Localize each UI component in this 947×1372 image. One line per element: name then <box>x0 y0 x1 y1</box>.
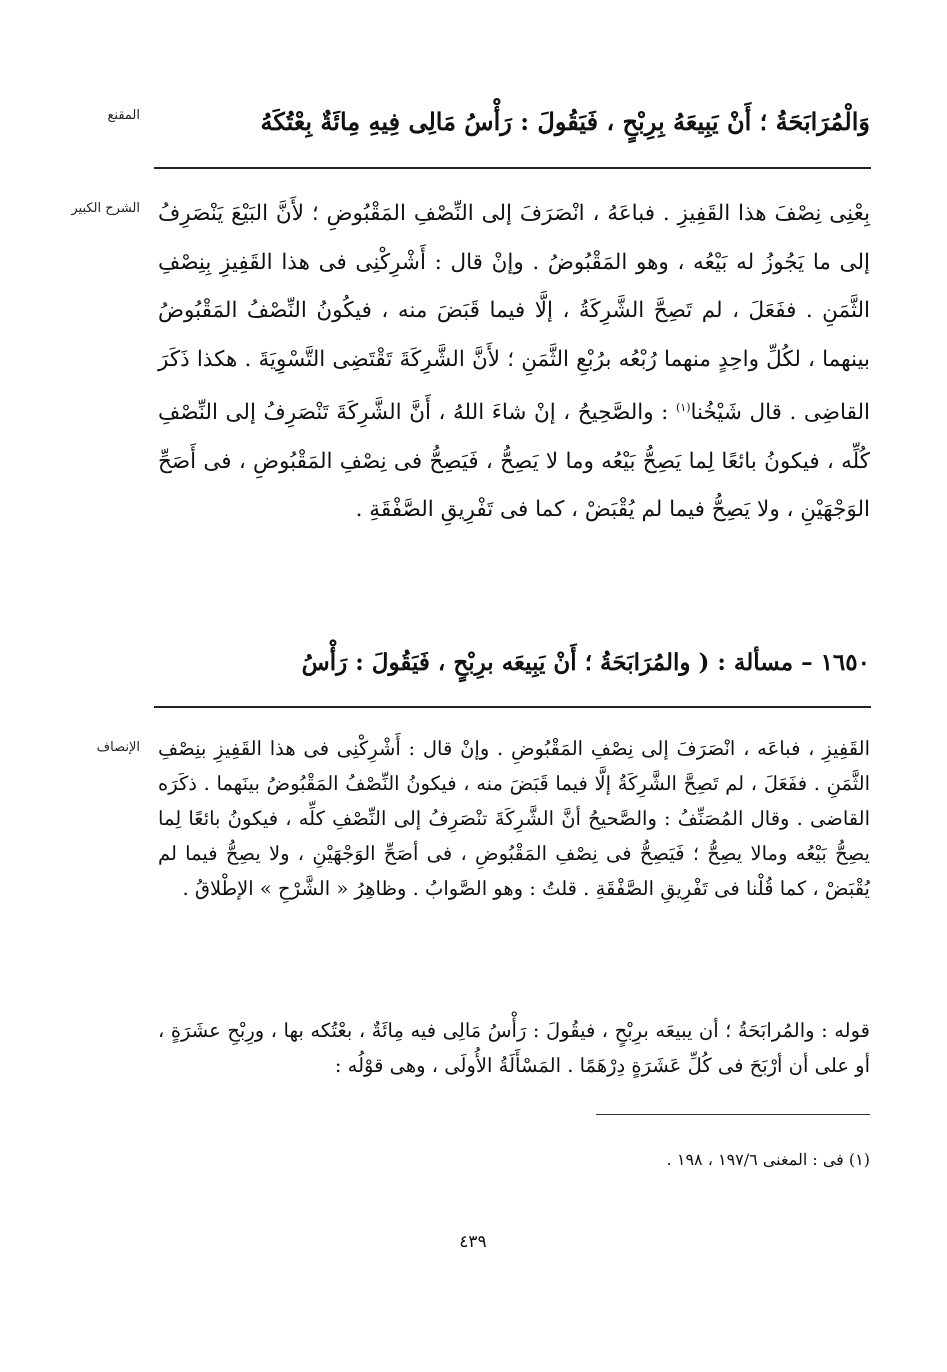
sharh-text-part1: بِعْنِى نِصْفَ هذا القَفِيزِ . فباعَهُ ، انْصَرَفَ إلى النِّصْفِ المَقْبُوضِ ؛ لأَنَّ البَيْعَ يَنْصَرِفُ إلى ما يَجُوزُ له بَيْعُه ، وهو المَقْبُوضُ . وإنْ قال : أَشْرِكْنِى فى هذا القَفِيزِ بِنِصْفِ الثَّمَنِ . ففَعَلَ ، لم تَصِحَّ الشَّرِكَةُ ، إلَّا فيما قَبَضَ منه ، فيكُونُ النِّصْفُ المَقْبُوضُ بينهما ، لكُلِّ واحِدٍ منهما رُبْعُه برُبْعِ الثَّمَنِ ؛ لأَنَّ الشَّرِكَةَ تَقْتَضِى التَّسْوِيَةَ . هكذا ذَكَرَ القاضِى . قال شَيْخُنا <box>158 201 870 426</box>
muqni-text: وَالْمُرَابَحَةُ ؛ أَنْ يَبِيعَهُ بِرِبْحٍ ، فَيَقُولَ : رَأْسُ مَالِى فِيهِ مِائَةٌ بِعْتُكَهُ <box>260 107 870 136</box>
matn-divider <box>154 167 871 169</box>
insaf-paragraph-2: قوله : والمُرابَحَةُ ؛ أن يبيعَه برِبْحٍ ، فيقُولَ : رَأْسُ مَالِى فيه مِائَةٌ ، بعْتُكه بها ، ورِبْحِ عشَرَةٍ ، أو على أن أرْبَحَ فى كُلِّ عَشَرَةٍ دِرْهَمًا . المَسْأَلَةُ الأُولَى ، وهى قوْلُه : <box>158 1019 870 1077</box>
sharh-divider <box>154 706 871 708</box>
sharh-kabir-label: الشرح الكبير <box>71 201 140 216</box>
sharh-text <box>158 190 870 535</box>
muqni-label: المقنع <box>107 108 140 123</box>
footnote-marker: (١) <box>675 401 691 414</box>
masala-heading: ١٦٥٠ – مسألة : ( والمُرَابَحَةُ ؛ أَنْ يَبِيعَه برِبْحٍ ، فَيَقُولَ : رَأْسُ <box>301 649 870 676</box>
footnote-divider <box>596 1114 870 1115</box>
page-number: ٤٣٩ <box>459 1232 487 1252</box>
insaf-paragraph-1: القَفِيزِ ، فباعَه ، انْصَرَفَ إلى نِصْفِ المَقْبُوضِ . وإنْ قال : أَشْرِكْنِى فى هذا القَفِيزِ بنِصْفِ الثَّمَنِ . ففَعَلَ ، لم تَصِحَّ الشَّرِكَةُ إلَّا فيما قَبَضَ منه ، فيكونُ النِّصْفُ المَقْبُوضُ بينَهما . ذكَرَه القاضى . وقال المُصَنِّفُ : والصَّحيحُ أنَّ الشَّرِكَةَ تنْصَرِفُ إلى النِّصْفِ كلِّه ، فيكونُ بائعًا لِما يصِحُّ بَيْعُه ومالا يصِحُّ ؛ فَيَصِحُّ فى نِصْفِ المَقْبُوضِ ، فى أصَحِّ الوَجْهَيْنِ ، ولا يصِحُّ فيما لم يُقْبَضْ ، كما قُلْنا فى تَفْرِيقِ الصَّفْقَةِ . قلتُ : وهو الصَّوابُ . وظاهِرُ « الشَّرْحِ » الإطْلاقُ . <box>158 737 870 900</box>
footnote: (١) فى : المغنى ١٩٧/٦ ، ١٩٨ . <box>666 1150 870 1169</box>
insaf-label: الإنصاف <box>96 740 140 755</box>
sharh-text-part2: : والصَّحِيحُ ، إنْ شاءَ اللهُ ، أَنَّ الشَّرِكَةَ تَنْصَرِفُ إلى النِّصْفِ كُلِّه ، فيكونُ بائعًا لِما يَصِحُّ بَيْعُه وما لا يَصِحُّ ، فَيَصِحُّ فى نِصْفِ المَقْبُوضِ ، فى أَصَحِّ الوَجْهَيْنِ ، ولا يَصِحُّ فيما لم يُقْبَضْ ، كما فى تَفْرِيقِ الصَّفْقَةِ . <box>158 400 870 523</box>
